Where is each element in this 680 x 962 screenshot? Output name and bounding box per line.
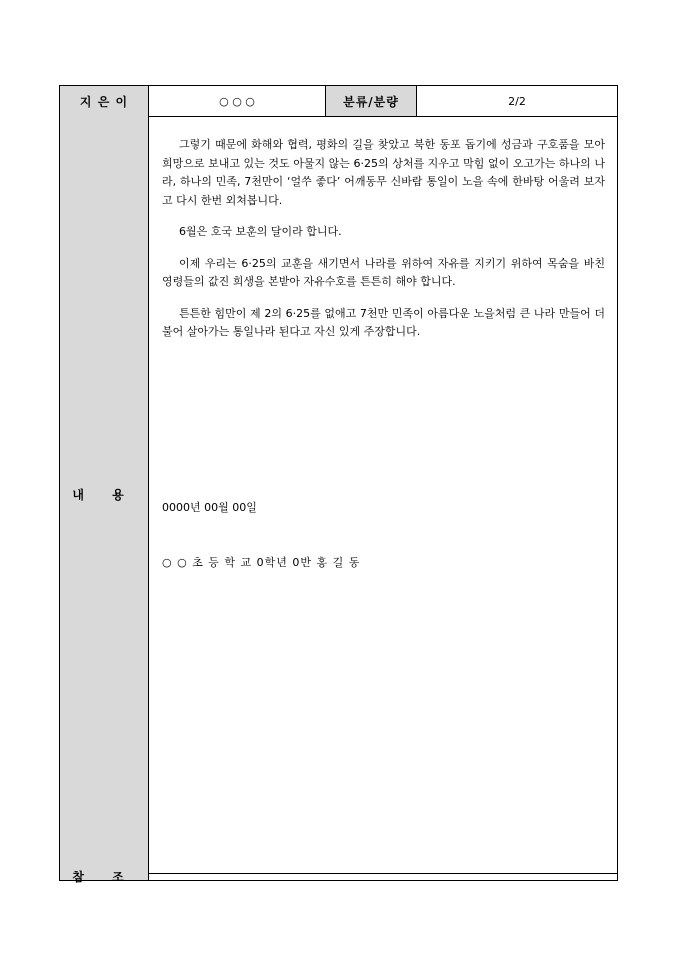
paragraph: 이제 우리는 6·25의 교훈을 새기면서 나라를 위하여 자유를 지키기 위하여 목숨을 바친 영령들의 값진 희생을 본받아 자유수호를 튼튼히 해야 합니다. — [162, 256, 605, 288]
header-row — [60, 86, 617, 117]
content-label: 내 용 — [60, 116, 149, 873]
paragraph: 그렇기 때문에 화해와 협력, 평화의 길을 찾았고 북한 동포 돕기에 성금과 구호품을 모아 희망으로 보내고 있는 것도 아물지 않는 6·25의 상처를 지우고 막힘 없이 오고가는 하나의 나라, 하나의 민족, 7천만이 ‘얼쑤 좋다’ 어깨동무 신바람 통일이 노을 속에 한바탕 어울려 보자고 다시 한번 외쳐봅니다. — [162, 138, 605, 207]
reference-body — [149, 873, 617, 893]
reference-label: 참 조 — [60, 873, 149, 880]
content-body — [149, 116, 617, 873]
category-label: 분류/분량 — [326, 86, 417, 116]
essay-form — [59, 85, 618, 884]
category-value: 2/2 — [508, 94, 526, 108]
content-row — [60, 116, 617, 874]
date-line: 0000년 00월 00일 — [162, 500, 257, 514]
author-label: 지 은 이 — [60, 86, 149, 116]
paragraph: 6월은 호국 보훈의 달이라 합니다. — [179, 225, 342, 238]
reference-row — [60, 870, 617, 884]
paragraph: 튼튼한 힘만이 제 2의 6·25를 없애고 7천만 민족이 아름다운 노을처럼 큰 나라 만들어 더불어 살아가는 통일나라 된다고 자신 있게 주장합니다. — [162, 306, 605, 338]
author-value: ○ ○ ○ — [149, 86, 326, 116]
signature-line: ○ ○ 초 등 학 교 0학년 0반 홍 길 동 — [162, 556, 361, 569]
